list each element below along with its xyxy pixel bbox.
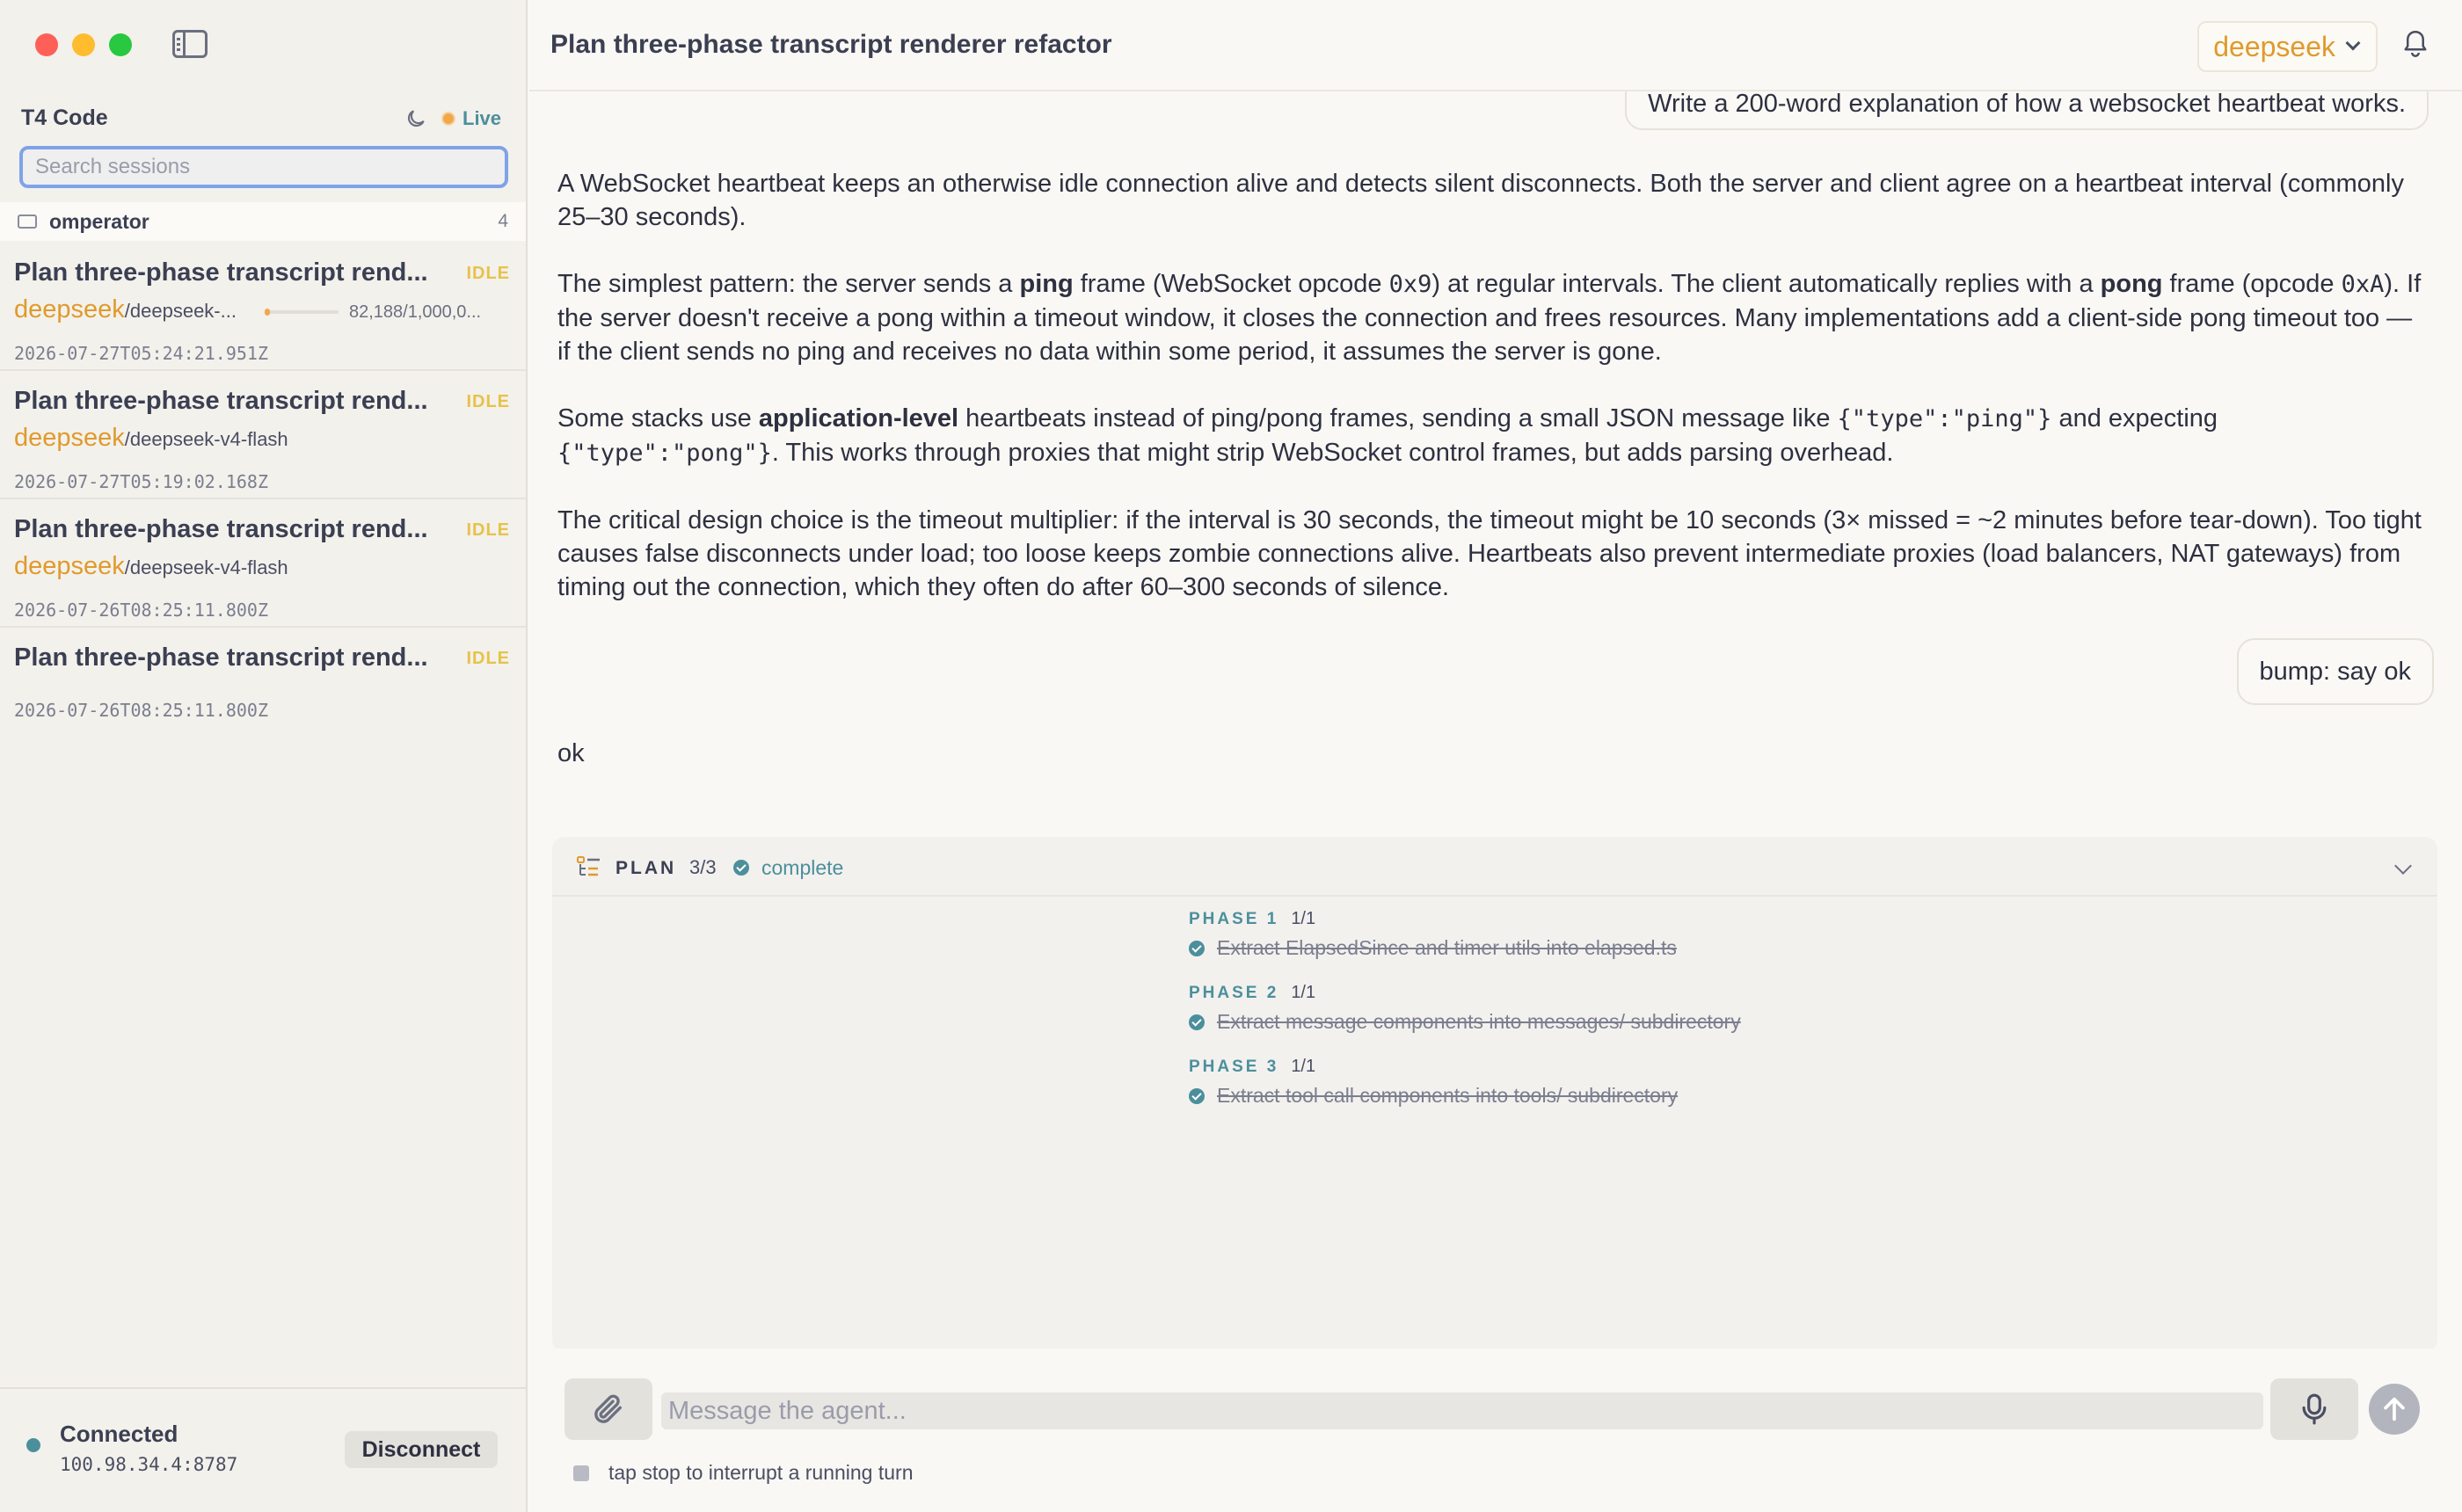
phase-step — [1189, 1084, 1678, 1108]
phase-step-text: Extract ElapsedSince and timer utils into elapsed.ts — [1217, 936, 1677, 959]
phase-step — [1189, 1010, 1741, 1034]
live-indicator — [441, 107, 501, 130]
model-name: /deepseek-... — [124, 300, 237, 322]
inline-code: 0x9 — [1388, 271, 1432, 298]
inline-code: {"type":"pong"} — [557, 440, 772, 467]
session-title: Plan three-phase transcript rend... — [14, 387, 428, 415]
model-select-label: deepseek — [2213, 30, 2335, 62]
session-timestamp: 2026-07-27T05:24:21.951Z — [14, 343, 268, 364]
stop-hint-text: tap stop to interrupt a running turn — [608, 1461, 914, 1484]
app-name: T4 Code — [21, 105, 108, 130]
text-span: ). If the server doesn't receive a pong within a timeout window, it closes the connection and frees resources. Many implementations add a client-side pong timeout too — if the client sends no ping and receives no data within some period, it assumes the server is gone. — [557, 270, 2422, 366]
text-span: The simplest pattern: the server sends a — [557, 270, 1020, 298]
session-model — [14, 424, 288, 453]
header — [529, 0, 2462, 91]
phase-step-text: Extract tool call components into tools/ subdirectory — [1217, 1084, 1679, 1107]
bell-icon[interactable] — [2402, 28, 2429, 60]
session-model — [14, 552, 288, 581]
arrow-up-icon — [2379, 1394, 2409, 1424]
close-window-button[interactable] — [35, 33, 58, 56]
checklist-icon — [577, 856, 601, 879]
paperclip-icon — [591, 1392, 626, 1427]
model-name: /deepseek-v4-flash — [124, 556, 288, 578]
zoom-window-button[interactable] — [109, 33, 132, 56]
session-item[interactable] — [0, 499, 526, 628]
plan-panel — [552, 837, 2437, 1348]
session-item[interactable] — [0, 371, 526, 499]
plan-status: complete — [761, 856, 844, 879]
status-badge: IDLE — [466, 649, 510, 668]
status-badge: IDLE — [466, 520, 510, 540]
plan-phase — [1189, 1057, 1678, 1108]
message-paragraph: The critical design choice is the timeout multiplier: if the interval is 30 seconds, the timeout might be 10 seconds (3× missed = ~2 minutes before tear-down). Too tight causes false disconnects under load; too loose keeps zombie connections alive. Heartbeats also prevent intermediate proxies (load balancers, NAT gateways) from timing out the connection, which they often do after 60–300 seconds of silence. — [557, 506, 2422, 601]
session-timestamp: 2026-07-27T05:19:02.168Z — [14, 471, 268, 492]
text-span: frame (opcode — [2162, 270, 2342, 298]
inline-code: {"type":"ping"} — [1837, 405, 2052, 433]
phase-count: 1/1 — [1291, 983, 1316, 1002]
provider-name: deepseek — [14, 552, 125, 580]
message-paragraph — [557, 267, 2422, 368]
group-count: 4 — [498, 211, 508, 231]
disconnect-button[interactable]: Disconnect — [345, 1431, 498, 1468]
connection-dot-icon — [26, 1438, 40, 1452]
text-span: ) at regular intervals. The client automatically replies with a — [1431, 270, 2101, 298]
message-paragraph — [557, 402, 2422, 470]
check-circle-icon — [733, 860, 749, 876]
plan-count: 3/3 — [689, 856, 717, 878]
phase-step — [1189, 936, 1677, 960]
connection-status: Connected — [60, 1421, 178, 1447]
context-usage-fill — [265, 309, 270, 316]
message-input[interactable] — [661, 1392, 2263, 1429]
search-sessions-input[interactable] — [19, 146, 508, 188]
composer — [529, 1354, 2462, 1512]
moon-icon[interactable] — [404, 107, 427, 130]
assistant-message: ok — [557, 739, 585, 767]
chevron-down-icon — [2346, 36, 2361, 51]
inline-code: 0xA — [2341, 271, 2385, 298]
stop-icon — [573, 1465, 589, 1481]
session-title: Plan three-phase transcript rend... — [14, 258, 428, 287]
phase-count: 1/1 — [1291, 1057, 1316, 1076]
sidebar-icon[interactable] — [172, 30, 208, 58]
bold-text: ping — [1019, 270, 1074, 298]
message-paragraph: A WebSocket heartbeat keeps an otherwise idle connection alive and detects silent disconnects. Both the server and client agree on a heartbeat interval (commonly 25–30 seconds). — [557, 170, 2404, 231]
session-title: Plan three-phase transcript rend... — [14, 643, 428, 672]
connection-panel — [0, 1387, 526, 1512]
minimize-window-button[interactable] — [72, 33, 95, 56]
plan-header[interactable] — [552, 837, 2437, 897]
stop-hint — [573, 1461, 914, 1485]
text-span: heartbeats instead of ping/pong frames, sending a small JSON message like — [958, 404, 1838, 433]
provider-name: deepseek — [14, 295, 125, 323]
context-usage-bar — [265, 310, 339, 314]
sidebar — [0, 0, 528, 1512]
plan-label: PLAN — [616, 858, 677, 878]
connection-address: 100.98.34.4:8787 — [60, 1454, 238, 1475]
text-span: frame (WebSocket opcode — [1073, 270, 1389, 298]
text-span: Some stacks use — [557, 404, 759, 433]
check-circle-icon — [1189, 941, 1205, 956]
user-message: Write a 200-word explanation of how a websocket heartbeat works. — [1625, 91, 2429, 130]
session-item[interactable] — [0, 628, 526, 730]
bold-text: application-level — [758, 404, 959, 433]
main-panel — [529, 0, 2462, 1512]
model-name: /deepseek-v4-flash — [124, 428, 288, 450]
text-span: . This works through proxies that might strip WebSocket control frames, but adds parsing overhead. — [771, 439, 1894, 467]
live-dot-icon — [441, 112, 455, 126]
check-circle-icon — [1189, 1088, 1205, 1104]
plan-phase — [1189, 909, 1677, 960]
page-title: Plan three-phase transcript renderer refactor — [550, 30, 1112, 59]
folder-icon — [18, 214, 37, 229]
session-group[interactable] — [0, 202, 526, 241]
bold-text: pong — [2100, 270, 2163, 298]
chevron-down-icon[interactable] — [2394, 857, 2412, 875]
phase-count: 1/1 — [1291, 909, 1316, 928]
session-model — [14, 295, 481, 324]
provider-name: deepseek — [14, 424, 125, 452]
group-name: omperator — [49, 209, 149, 233]
mic-icon — [2298, 1392, 2331, 1426]
window-controls — [35, 33, 132, 56]
session-timestamp: 2026-07-26T08:25:11.800Z — [14, 600, 268, 621]
model-select[interactable] — [2197, 21, 2378, 72]
text-span: and expecting — [2051, 404, 2218, 433]
session-timestamp: 2026-07-26T08:25:11.800Z — [14, 700, 268, 721]
phase-label: PHASE 2 — [1189, 984, 1279, 1002]
status-badge: IDLE — [466, 264, 510, 283]
status-badge: IDLE — [466, 392, 510, 411]
assistant-message — [557, 167, 2422, 637]
attach-button[interactable] — [565, 1378, 652, 1440]
mic-button[interactable] — [2270, 1378, 2358, 1440]
send-button[interactable] — [2369, 1384, 2420, 1435]
session-item[interactable] — [0, 243, 526, 371]
user-message: bump: say ok — [2237, 638, 2434, 705]
phase-label: PHASE 3 — [1189, 1058, 1279, 1076]
plan-phase — [1189, 983, 1741, 1034]
context-usage-text: 82,188/1,000,0... — [348, 302, 482, 322]
phase-label: PHASE 1 — [1189, 910, 1279, 928]
live-label: Live — [463, 107, 502, 129]
session-title: Plan three-phase transcript rend... — [14, 515, 428, 543]
phase-step-text: Extract message components into messages/ subdirectory — [1217, 1010, 1741, 1033]
transcript — [529, 91, 2462, 1348]
check-circle-icon — [1189, 1014, 1205, 1030]
